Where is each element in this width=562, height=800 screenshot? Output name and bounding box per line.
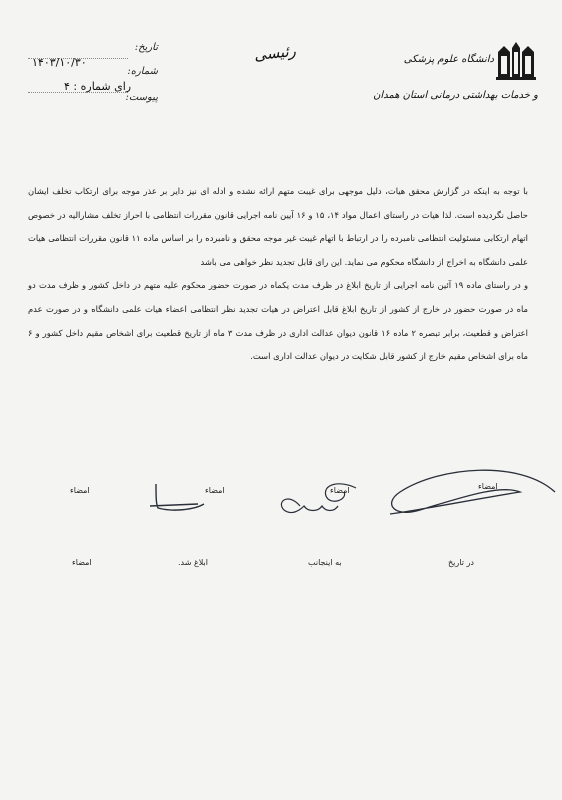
number-value: رای شماره : ۴ <box>64 80 132 93</box>
org-name-line1: دانشگاه علوم پزشکی <box>403 54 494 65</box>
footer-to-label: به اینجانب <box>308 558 342 567</box>
footer-date-label: در تاریخ <box>448 558 474 567</box>
org-name-line2: و خدمات بهداشتی درمانی استان همدان <box>373 90 538 101</box>
signature-marks <box>0 440 562 560</box>
signature-label-2: امضاء <box>330 486 350 495</box>
footer-notified-label: ابلاغ شد. <box>178 558 208 567</box>
meta-block <box>28 42 158 112</box>
university-emblem-icon <box>494 40 538 80</box>
number-line <box>28 92 128 93</box>
paragraph-decision: با توجه به اینکه در گزارش محقق هیات، دلیل موجهی برای غیبت متهم ارائه نشده و ادله ای نیز دایر بر عذر موجه برای ارتکاب تخلف ایشان حاصل نگردیده است. لذا هیات در راستای اعمال مواد ۱۴، ۱۵ و ۱۶ آیین نامه اجرایی قانون مقررات انتظامی با احراز تخلف مشارالیه در خصوص اتهام ارتکابی مسئولیت انتظامی نامبرده را در ارتباط با اتهام غیبت غیر موجه محقق و نامبرده را بر اساس ماده ۱۱ قانون مقررات انتظامی هیات علمی دانشگاه به اخراج از دانشگاه محکوم می نماید. این رای قابل تجدید نظر خواهی می باشد <box>28 186 528 267</box>
paragraph-appeal: و در راستای ماده ۱۹ آئین نامه اجرایی از تاریخ ابلاغ در ظرف مدت یکماه در صورت حضور محکوم علیه متهم در داخل کشور و ظرف مدت دو ماه در صورت حضور در خارج از کشور از تاریخ ابلاغ قابل اعتراض در هیات تجدید نظر انتظامی اعضاء هیات علمی دانشگاه و در صورت عدم اعتراض و قطعیت، برابر تبصره ۲ ماده ۱۶ قانون دیوان عدالت اداری در ظرف مدت ۳ ماه از تاریخ قطعیت برای اشخاص مقیم داخل کشور و ۶ ماه برای اشخاص مقیم خارج از کشور قابل شکایت در دیوان عدالت اداری است. <box>28 280 529 362</box>
number-label: شماره: <box>127 66 158 77</box>
signature-label-3: امضاء <box>205 486 225 495</box>
signature-1 <box>390 470 555 514</box>
date-value: ۱۴۰۳/۱۰/۳۰ <box>32 56 87 69</box>
date-label: تاریخ: <box>134 42 158 53</box>
signature-3 <box>150 484 204 510</box>
signature-label-4: امضاء <box>70 486 90 495</box>
footer-sign-label: امضاء <box>72 558 92 567</box>
signature-label-1: امضاء <box>478 482 498 491</box>
university-logo <box>373 40 540 120</box>
attachment-label: پیوست: <box>125 92 158 103</box>
classification-mark: رئیسی <box>253 41 297 65</box>
decision-body <box>28 180 528 369</box>
